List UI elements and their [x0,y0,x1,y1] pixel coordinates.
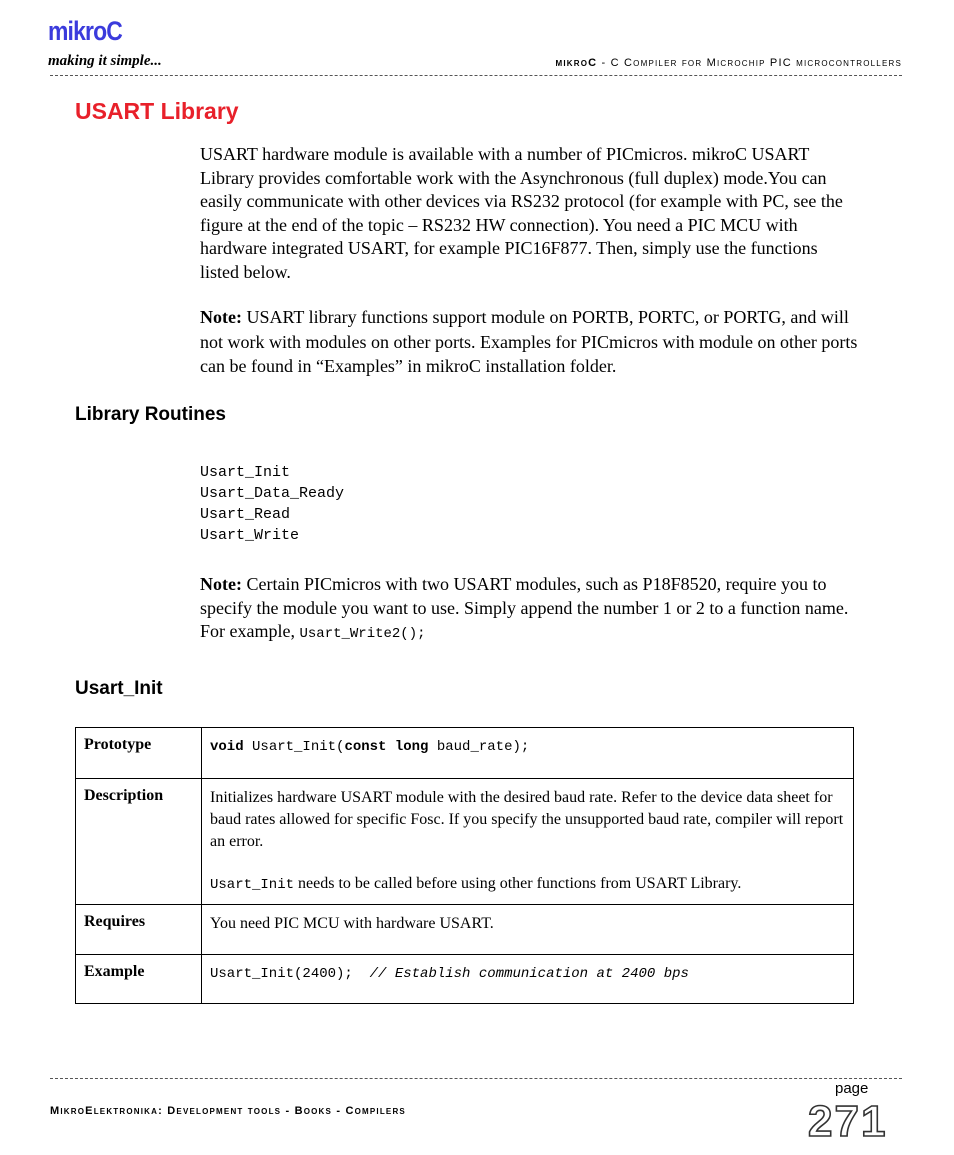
proto-fn: Usart_Init( [243,739,345,755]
note-portb [200,305,860,379]
page-title: USART Library [75,98,239,124]
usart-init-heading: Usart_Init [75,678,163,699]
description-row [76,779,854,905]
description-code: Usart_Init [210,877,295,893]
routine-item: Usart_Init [200,464,291,481]
note2-code: Usart_Write2(); [299,626,426,642]
prototype-label: Prototype [76,728,202,779]
header-brand: mikroC [555,57,598,69]
proto-arg: baud_rate); [428,739,530,755]
description-note [210,873,845,896]
routines-list [200,462,344,546]
prototype-value [202,728,854,779]
page-number: 271 [808,1097,888,1146]
header-caption [555,58,902,69]
prototype-row [76,728,854,779]
note2-text: Certain PICmicros with two USART modules, such as P18F8520, require you to specify the module you want to use. Simply append the number 1 or 2 to a function name. For example, [200,574,849,641]
usart-init-table [75,727,854,1004]
header-divider [50,75,902,76]
footer-divider [50,1078,902,1079]
note-two-usart [200,573,860,647]
example-label: Example [76,955,202,1004]
kw-void: void [210,739,244,755]
requires-value: You need PIC MCU with hardware USART. [202,905,854,955]
footer-caption: MikroElektronika: Development tools - Books - Compilers [50,1105,406,1117]
routine-item: Usart_Data_Ready [200,485,345,502]
note-text: USART library functions support module on PORTB, PORTC, or PORTG, and will not work with modules on other ports. Examples for PICmicros with module on other ports can be found in “Examples” in mikroC installation folder. [200,307,858,376]
description-text: Initializes hardware USART module with the desired baud rate. Refer to the device data sheet for baud rates allowed for specific Fosc. If you specify the unsupported baud rate, compiler will report an error. [210,789,844,850]
kw-const-long: const long [344,739,429,755]
page-label: page [835,1080,869,1097]
note-label: Note: [200,307,242,327]
description-note-text: needs to be called before using other functions from USART Library. [294,875,742,892]
description-label: Description [76,779,202,905]
header-subtitle: - C Compiler for Microchip PIC microcontrollers [597,57,902,69]
routine-item: Usart_Read [200,506,291,523]
example-comment: // Establish communication at 2400 bps [369,966,689,982]
note2-label: Note: [200,574,242,594]
example-row [76,955,854,1004]
requires-label: Requires [76,905,202,955]
description-value [202,779,854,905]
example-value [202,955,854,1004]
logo-tagline: making it simple... [48,53,162,69]
logo-title: mikroC [48,16,122,46]
routine-item: Usart_Write [200,527,300,544]
requires-row [76,905,854,955]
intro-paragraph: USART hardware module is available with a number of PICmicros. mikroC USART Library provides comfortable work with the Asynchronous (full duplex) mode.You can easily communicate with other devices via RS232 protocol (for example with PC, see the figure at the end of the topic – RS232 HW connection). You need a PIC MCU with hardware integrated USART, for example PIC16F877. Then, simply use the functions listed below. [200,144,843,282]
example-code: Usart_Init(2400); [210,966,370,982]
routines-heading: Library Routines [75,404,226,425]
